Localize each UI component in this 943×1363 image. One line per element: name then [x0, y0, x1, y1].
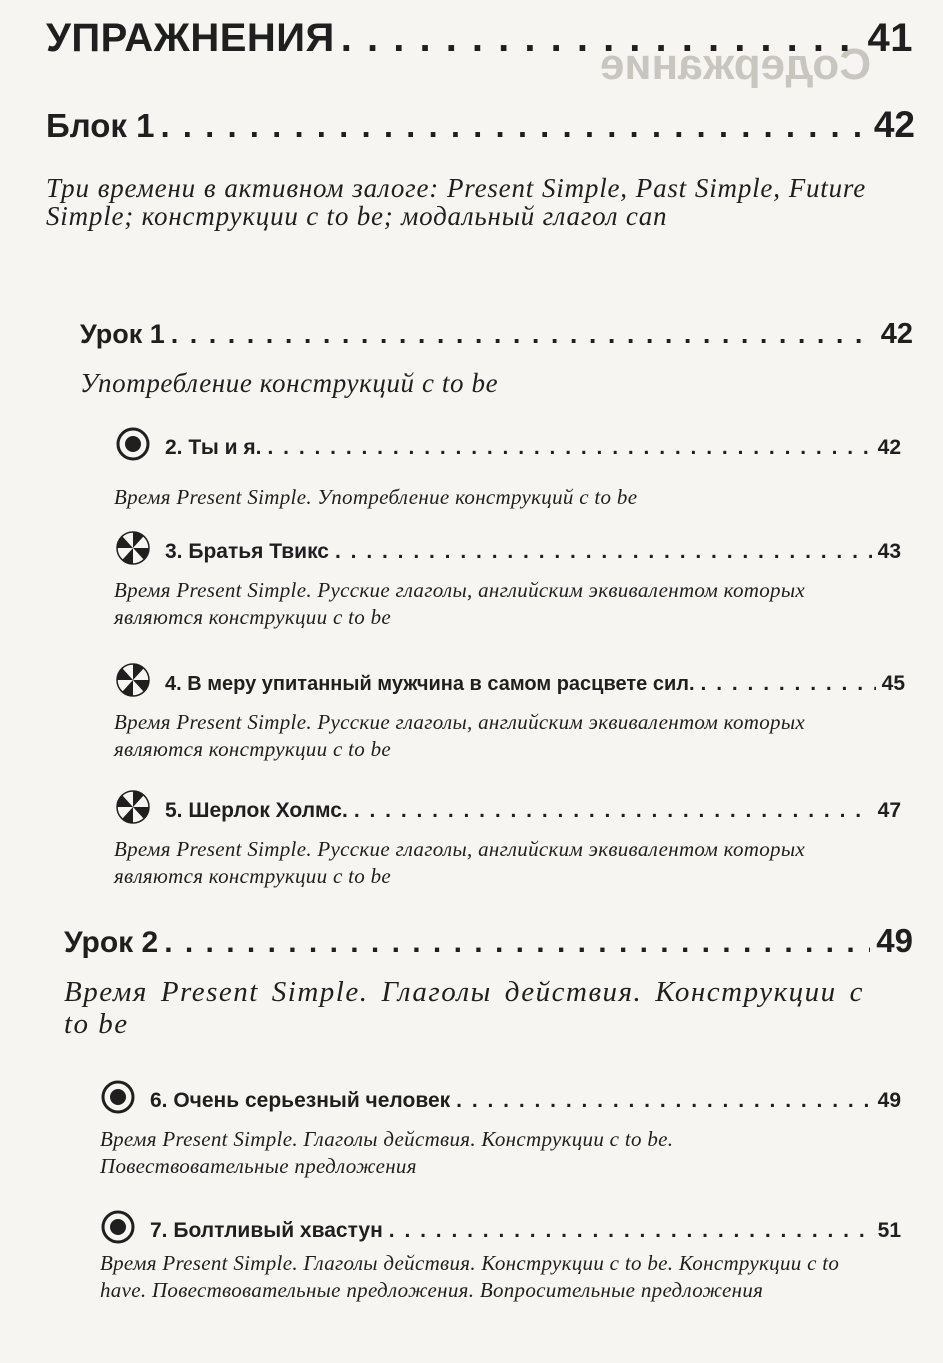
toc-entry-lesson-2[interactable] [64, 922, 913, 960]
exercise-title: 7. Болтливый хвастун [150, 1219, 383, 1242]
leader-dots [164, 926, 870, 960]
exercise-title: 4. В меру упитанный мужчина в самом расцвете сил. [165, 673, 695, 695]
section-title: УПРАЖНЕНИЯ [46, 16, 335, 60]
toc-entry-exercise-3[interactable] [115, 522, 901, 564]
toc-entry-exercise-4[interactable] [115, 654, 905, 696]
exercise-page: 42 [877, 436, 901, 459]
exercise-description: Время Present Simple. Глаголы действия. Конструкции с to be. Конструкции с to have. Повествовательные предложения. Вопросительные предложения [100, 1251, 840, 1302]
block-title: Блок 1 [46, 107, 155, 144]
toc-entry-exercise-5[interactable] [115, 781, 901, 823]
toc-entry-lesson-1[interactable] [80, 318, 913, 351]
leader-dots [171, 319, 875, 350]
bleed-through-heading: Содержание [600, 40, 872, 89]
leader-dots [389, 1219, 872, 1243]
leader-dots [268, 436, 872, 460]
section-page: 41 [867, 16, 913, 60]
exercise-page: 47 [877, 799, 901, 822]
toc-entry-exercise-2[interactable] [115, 418, 901, 460]
leader-dots [341, 16, 862, 61]
lesson-1-page: 42 [880, 318, 913, 350]
target-icon [100, 1079, 136, 1115]
exercise-description: Время Present Simple. Употребление конструкций с to be [114, 485, 638, 509]
leader-dots [701, 672, 876, 696]
exercise-description: Время Present Simple. Русские глаголы, английским эквивалентом которых являются конструкции с to be [114, 710, 805, 761]
toc-entry-exercise-6[interactable] [100, 1071, 901, 1113]
toc-entry-exercise-7[interactable] [100, 1201, 901, 1243]
exercise-title: 5. Шерлок Холмс. [165, 799, 348, 822]
lesson-2-description: Время Present Simple. Глаголы действия. Конструкции с to be [64, 976, 864, 1040]
block-page: 42 [873, 104, 915, 145]
spiral-icon [115, 789, 151, 825]
exercise-description: Время Present Simple. Глаголы действия. Конструкции с to be. Повествовательные предложения [100, 1127, 674, 1178]
exercise-description: Время Present Simple. Русские глаголы, английским эквивалентом которых являются конструкции с to be [114, 837, 805, 888]
target-icon [115, 426, 151, 462]
lesson-2-page: 49 [876, 922, 913, 959]
leader-dots [335, 540, 872, 564]
lesson-2-title: Урок 2 [64, 926, 159, 959]
spiral-icon [115, 662, 151, 698]
spiral-icon [115, 530, 151, 566]
exercise-page: 43 [877, 540, 901, 563]
exercise-title: 6. Очень серьезный человек [150, 1089, 451, 1112]
exercise-page: 45 [881, 672, 905, 695]
lesson-1-title: Урок 1 [80, 319, 165, 349]
lesson-1-description: Употребление конструкций с to be [80, 368, 499, 398]
leader-dots [160, 107, 867, 145]
exercise-page: 51 [877, 1219, 901, 1242]
exercise-title: 3. Братья Твикс [165, 540, 329, 563]
leader-dots [456, 1089, 871, 1113]
block-description: Три времени в активном залоге: Present Simple, Past Simple, Future Simple; конструкции с to be; модальный глагол can [46, 173, 866, 231]
exercise-title: 2. Ты и я. [165, 436, 262, 459]
target-icon [100, 1209, 136, 1245]
leader-dots [354, 799, 872, 823]
toc-entry-block[interactable] [46, 104, 915, 146]
toc-entry-section[interactable] [46, 16, 913, 61]
exercise-page: 49 [877, 1089, 901, 1112]
exercise-description: Время Present Simple. Русские глаголы, английским эквивалентом которых являются конструкции с to be [114, 578, 805, 629]
